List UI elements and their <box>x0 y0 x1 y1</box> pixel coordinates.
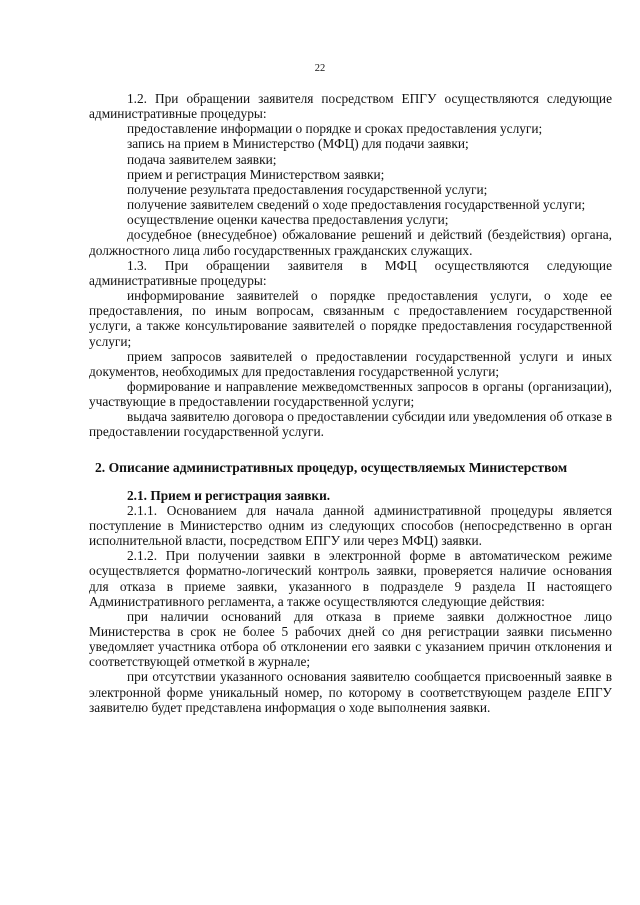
list-item-info: предоставление информации о порядке и сроках предоставления услуги; <box>127 121 543 137</box>
list-item-requests: прием запросов заявителей о предоставлении государственной услуги и иных документов, необходимых для предоставления государственной услуги; <box>89 348 612 379</box>
page-number: 22 <box>314 63 326 74</box>
list-item-submission: подача заявителем заявки; <box>127 151 277 167</box>
list-item-appeal: досудебное (внесудебное) обжалование решений и действий (бездействия) органа, должностного лица либо государственных гражданских служащих. <box>89 227 612 258</box>
list-item-registration: прием и регистрация Министерством заявки; <box>127 166 385 182</box>
list-item-result: получение результата предоставления государственной услуги; <box>127 181 488 197</box>
document-body <box>89 91 612 715</box>
list-item-appointment: запись на прием в Министерство (МФЦ) для подачи заявки; <box>127 136 469 152</box>
paragraph-unique-number: при отсутствии указанного основания заявителю сообщается присвоенный заявке в электронной форме уникальный номер, по которому в соответствующем разделе ЕПГУ заявителю будет представлена информация о ходе выполнения заявки. <box>89 669 612 715</box>
section-heading: 2. Описание административных процедур, осуществляемых Министерством <box>95 459 568 475</box>
list-item-consulting: информирование заявителей о порядке предоставления услуги, о ходе ее предоставления, по иным вопросам, связанным с предоставлением государственной услуги, а также консультирование заявителей о порядке предоставления государственной услуги; <box>89 288 612 349</box>
list-item-status-info: получение заявителем сведений о ходе предоставления государственной услуги; <box>127 197 586 213</box>
subsection-heading: 2.1. Прием и регистрация заявки. <box>127 487 331 503</box>
list-item-quality-assessment: осуществление оценки качества предоставления услуги; <box>127 212 449 228</box>
paragraph-rejection: при наличии оснований для отказа в приеме заявки должностное лицо Министерства в срок не более 5 рабочих дней со дня регистрации заявки письменно уведомляет участника отбора об отклонении его заявки с указанием причин отклонения и соответствующей отметкой в журнале; <box>89 608 612 670</box>
list-item-interagency: формирование и направление межведомственных запросов в органы (организации), участвующие в предоставлении государственной услуги; <box>89 378 612 410</box>
list-item-contract: выдача заявителю договора о предоставлении субсидии или уведомления об отказе в предоставлении государственной услуги. <box>89 409 612 440</box>
paragraph-2-1-1: 2.1.1. Основанием для начала данной административной процедуры является поступление в Министерство одним из следующих способов (непосредственно в орган исполнительной власти, посредством ЕПГУ или через МФЦ) заявки. <box>89 502 612 549</box>
paragraph-1-3: 1.3. При обращении заявителя в МФЦ осуществляются следующие административные процедуры: <box>89 257 612 288</box>
paragraph-2-1-2: 2.1.2. При получении заявки в электронной форме в автоматическом режиме осуществляется форматно-логический контроль заявки, проверяется наличие основания для отказа в приеме заявки, указанного в подразделе 9 раздела II настоящего Административного регламента, а также осуществляются следующие действия: <box>89 548 612 609</box>
paragraph-1-2: 1.2. При обращении заявителя посредством ЕПГУ осуществляются следующие административные процедуры: <box>89 91 612 122</box>
